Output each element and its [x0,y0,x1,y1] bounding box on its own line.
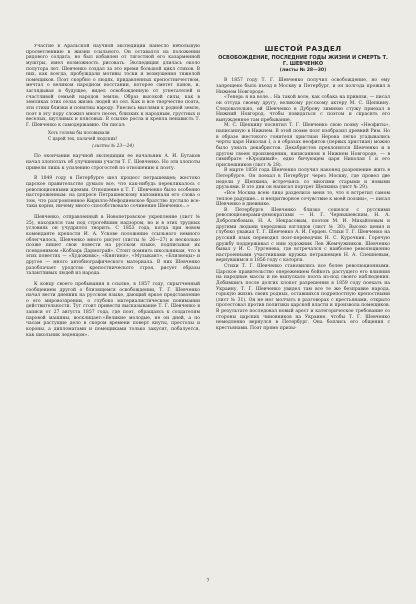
paragraph: В 1849 году в Петербурге шел процесс петрашевцев; жестоко царское правительство думало все, что как-нибудь перекликалось с революционными идеями. Отношение к Т. Г. Шевченко было особенно настороженным: на допросе Петрашевскому напоминали его слова о том, что разгромленное Кирилло-Мефодиевское братство пустило все-таки корни, ничему много способствовало сочинения Шевченко...» [26,176,200,210]
sheet-reference: (листы № 23—24) [92,143,134,149]
paragraph: М. С. Щепкину посвятил Т. Г. Шевченко свою поэму «Неофиты», написанную в Нижнем. В этой поэме поэт изобразил древний Рим. Но в образе жестокого гонителя христиан Нерона легко угадывались черты царя Николая I, а в образах неофитов (первых христиан) можно было узнать декабристов. Декабристов преклонялся Шевченко и в другом своем произведении, написанном в Нижнем Новгороде, — в гимнбрате «Юродивый», едко бичующем царя Николая I и его приспешников (лист № 28). [216,123,390,168]
paragraph: «Все Москва всею лицо разделило меня то, что я встретил самом теплое радушие... и непритворное сочувствие к моей поэзии», — писал Шевченко в дневнике. [216,190,390,208]
paragraph: По окончании научной экспедиции ее начальник А. И. Бутаков начал хлопотать об улучшении участи Т. Г. Шевченко. Но эти хлопоты привели лишь к усилению строгостей по отношению к поэту. [26,154,200,171]
two-column-layout [26,44,390,569]
paragraph: «Теперь я на воле... На такой воле, как собака на привязи, — писал он оттуда своему другу, великому русскому актеру М. С. Щепкину. Следовательно, ей Шевченко в Дуброву зимнюю стужу приехал в Нижний Новгород, чтобы повидаться с поэтом и скрасить его вынужденное там пребывание. [216,95,390,123]
page-number: 7 [206,578,210,584]
paragraph: Участие в Аральской научной экспедиции нанесло небольшую просветлениию в жизни ссыльного. Он оставался на положении рядового солдата, но был избавлен от тягостной его казарменной муштры, имел возможность рисовать. Экспедиция длилась около полутора лет. Шевченко создал за это время большой цикл стихов. В них, как всегда, пробуждали мотивы тоски и возмущения тяжелой помещиков. Поэт скорбно о людях, придавленных крепостничеством, мечтал о великом народном восстании, которое сметет панов, и, заглядывая в будущее, видел освобожденную от угнетателей и счастливой семьей народов землю. Образ высокой силы, как в земляках этих селах жизнь людей из сел. Как и все творчество поэта, эти стихи близки и понятны народу. Унесись мыслями к родной земле, поэт в эту пору сложил много песен, близких к народным, грустных и веселых, шутливых и плясовых. В ссылке росла и крепла ненависть Т. Г. Шевченко к самодержавию. Он писал: [26,44,200,128]
verse-line: Хоть головы бы посовывали [48,130,110,136]
section-sheet-reference: (листы № 28—30) [279,68,327,74]
paragraph: К концу своего пребывания в ссылке, в 1857 году, скрытченный сообщением другой о близящемся освобождении, Т. Г. Шевченко начал вести дневник на русском языке, дающий яркое представление о его мировоззрении, о глубоко материалистическом понимании действительности. Тут стоит привести высказывание Т. Г. Шевченко в записи от 27 августа 1857 года, где поэт, обращаясь к создателям паровой машины, восклицает:«Великие молодые, не он дней, а по часам растущие дело в скором времени поверт кнуты, престолы и короны, а дипломатами и помещиками только закусит, побалуется, как школьник леденцом». [26,281,200,338]
section-title: ШЕСТОЙ РАЗДЕЛ [264,44,342,53]
verse-quote [48,130,200,140]
paragraph: В Петербурге Шевченко близко сошелся с русскими революционерами-демократами — Н. Г. Чернышевским, Н. А. Добролюбовым, Н. А. Некрасовым, поэтом М. И. Михайловым и другими людьми передовых взглядов (лист № 30). Высоко ценил и глубоко уважал Т. Г. Шевченко А. И. Герцен. Стихи Т. Г. Шевченко на русский язык переводил поэт-переводчик Н. С. Курочкин. Горячую дружбу поддерживал с ним художник Лев Жемчужников. Шевченко бывал у И. С. Тургенева, где встречался с наиболее революционно настроенными участниками кружка петрашевцев Н. А. Спешневым, вернувшимся в 1856 году с каторги. [216,207,390,264]
paragraph: В марте 1858 года Шевченко получил наконец разрешение жить в Петербурге. Он поехал в Петербург через Москву, где провел две недели у Щепкина, встречаясь со многими старыми и новыми друзьями. В это дни он написал портрет Щепкина (лист № 29). [216,168,390,191]
verse-line: С царей тех, палачей людских! [48,135,118,141]
section-subtitle: ОСВОБОЖДЕНИЕ, ПОСЛЕДНИЕ ГОДЫ ЖИЗНИ И СМЕРТЬ Т. Г. ШЕВЧЕНКО [218,55,388,68]
paragraph: Стихи Т. Г. Шевченко становились все более революционными. Царское правительство опережением бойкоть растущего его влияния на народные массы и не выпускало поэта из-под своего наблюдения. Добившись после долгих хлопот разрешения в 1859 году поехать на Украину, Т. Г. Шевченко увидел там все те же безправие народа, горькую жизнь своих родных, оставшихся подрепостную крепостными (лист № 31). Он не мог молчать в разговорах с крестьянами, открыто протестовал против политики царской власти и произвола помещиков. В результате последовал новый арест и категорическое требование со стороны царских чиновников на Украине, чтобы Т. Г. Шевченко немедленно вернулся в Петербург. Она боялись его общения с крестьянами. Поэт прямо призы- [216,264,390,331]
paragraph: Шевченко, отправленный в Новопетровское укрепление (лист № 25), находился там под строгейшим надзором, но и в этих трудных условиях он учудрялся творить. С 1853 года, когда при новом коменданте крепости И. А. Ускове положение ссыльного немного облегчилось, Шевченко много рисует (листы № 26—27) и несколько позже пишет свои повести на русском языке, подписывая их псевдонимом «Кобзарь Дармограй». Стоит помнить школьникам, что в этих повестях — «Художник», «Княгиня», «Музыкант», «Близнецы» и другое — много автобиографического материала. В них Шевченко разоблачает уродство крепостнического строя, рисует образы талантливых людей из народа. [26,215,200,277]
left-column [26,44,200,569]
right-column [216,44,390,569]
paragraph: В 1857 году Т. Г. Шевченко получил освобождение, но ему запрещено было въезд в Москву и Петербург, и он полгода прожил в Нижнем Новгороде. [216,78,390,95]
